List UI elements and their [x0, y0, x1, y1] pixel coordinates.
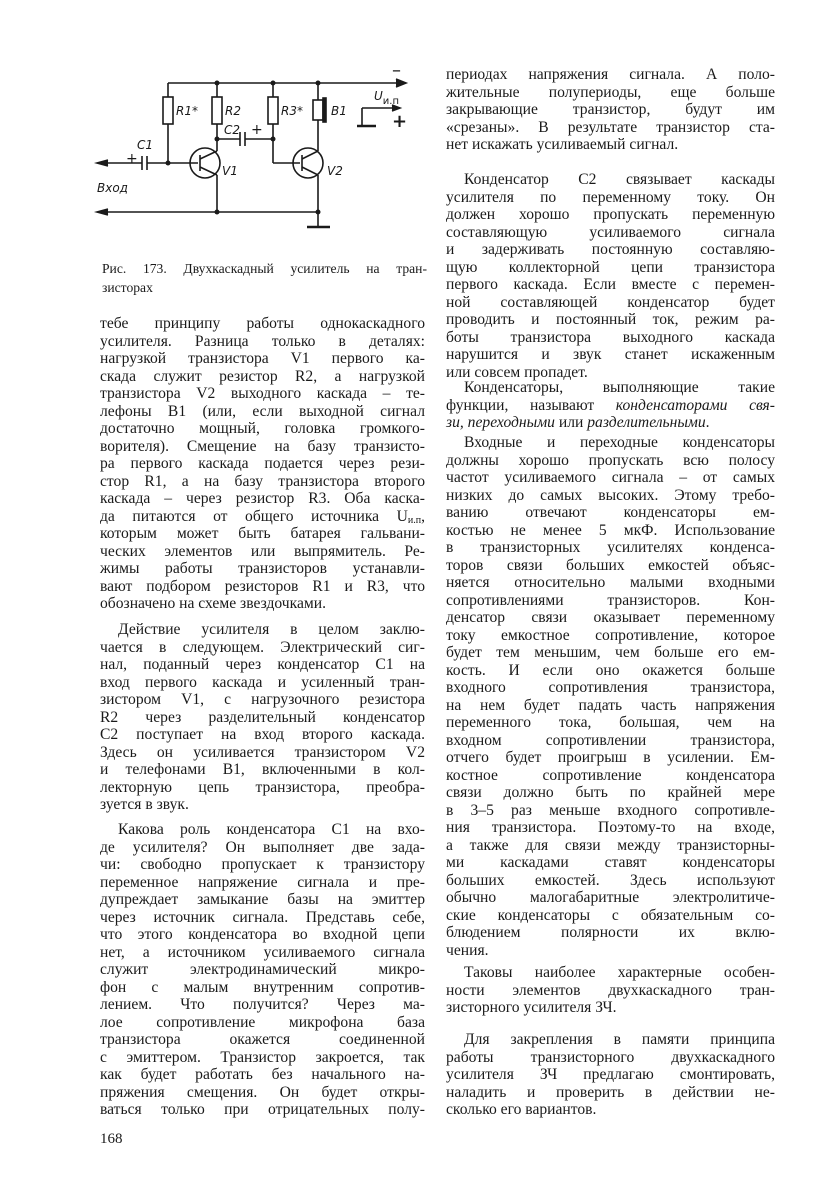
- text-line: боты транзистора выходного каскада: [446, 328, 775, 346]
- text-line: ра первого каскада подается через рези-: [100, 455, 425, 472]
- text-segment: .: [705, 414, 710, 431]
- text-line: току емкостное сопротивление, которое: [446, 626, 775, 644]
- text-line: с эмиттером. Транзистор закроется, так: [100, 1048, 425, 1066]
- text-line: через источник сигнала. Представь себе,: [100, 908, 425, 926]
- text-line: костью не менее 5 мкФ. Использование: [446, 521, 775, 539]
- text-line: ворителя). Смещение на базу транзисто-: [100, 437, 425, 455]
- text-line: достаточно мощный, головка громкого-: [100, 420, 425, 437]
- text-line: транзистора окажется соединенной: [100, 1031, 425, 1048]
- text-line: Входные и переходные конденсаторы: [464, 434, 775, 451]
- label-b1: B1: [331, 104, 347, 118]
- text-line: вают подбором резисторов R1 и R3, что: [100, 577, 425, 595]
- text-line: де усилителя? Он выполняет две зада-: [100, 838, 425, 856]
- text-line: Для закрепления в памяти принципа: [464, 1031, 775, 1048]
- text-segment: или: [554, 414, 588, 431]
- text-line: работы транзисторного двухкаскадного: [446, 1048, 775, 1066]
- text-line: [446, 397, 775, 415]
- text-line: нагрузкой транзистора V1 первого ка-: [100, 350, 425, 367]
- text-line: Действие усилителя в целом заклю-: [118, 621, 425, 638]
- text-line: первого каскада. Если вместе с перемен-: [446, 276, 775, 293]
- label-supply: $U_{и.п}$: [374, 89, 400, 107]
- text-line: няется относительно малыми входными: [446, 574, 775, 591]
- paragraph: [100, 821, 425, 1119]
- text-line: в транзисторных усилителях конденса-: [446, 539, 775, 556]
- text-line: стор R1, а на базу транзистора второго: [100, 472, 425, 490]
- paragraph: [446, 171, 775, 381]
- text-line: входного сопротивления транзистора,: [446, 679, 775, 696]
- text-line: каскада – через резистор R3. Оба каска-: [100, 490, 425, 507]
- text-line: ванию отвечают конденсаторы ем-: [446, 504, 775, 521]
- text-line: частот усиливаемого сигнала – от самых: [446, 469, 775, 486]
- text-line: Какова роль конденсатора C1 на вхо-: [118, 821, 425, 838]
- paragraph: [446, 434, 775, 959]
- text-line: низких до самых высоких. Этому требо-: [446, 486, 775, 504]
- text-line: и задерживать постоянную составляю-: [446, 241, 775, 258]
- caption-line: зисторах: [102, 280, 153, 295]
- text-line: транзистора V2 выходного каскада – те-: [100, 385, 425, 402]
- label-r1: R1*: [176, 104, 198, 118]
- label-r2: R2: [225, 104, 241, 118]
- text-line: ми каскадами ставят конденсаторы: [446, 854, 775, 871]
- text-line: Конденсатор C2 связывает каскады: [464, 171, 775, 188]
- text-line: и телефонами B1, включенными в кол-: [100, 761, 425, 778]
- text-line: связи должно быть по крайней мере: [446, 784, 775, 801]
- label-v2: V2: [327, 164, 343, 178]
- label-c2-plus: +: [251, 122, 263, 138]
- label-supply-minus: –: [392, 60, 401, 81]
- text-segment: ,: [421, 507, 425, 525]
- text-line: [100, 508, 425, 526]
- right-column: [446, 0, 775, 1130]
- text-line: ности элементов двухкаскадного тран-: [446, 981, 775, 999]
- italic-term: зи, переходными: [446, 414, 555, 431]
- text-line: нарушится и звук станет искаженным: [446, 346, 775, 363]
- italic-term: разделительными: [587, 414, 706, 431]
- text-line: что этого конденсатора во входной цепи: [100, 926, 425, 943]
- label-v1: V1: [222, 164, 238, 178]
- text-line: денсатор связи оказывает переменному: [446, 609, 775, 626]
- italic-term: конденсаторами свя-: [615, 396, 775, 414]
- text-line: дупреждает замыкание базы на эмиттер: [100, 891, 425, 908]
- text-line: зуется в звук.: [100, 796, 189, 813]
- text-line: лефоны B1 (или, если выходной сигнал: [100, 402, 425, 420]
- text-line: обозначено на схеме звездочками.: [100, 595, 326, 612]
- text-line: наладить и проверить в действии не-: [446, 1083, 775, 1101]
- text-line: Конденсаторы, выполняющие такие: [464, 379, 775, 396]
- text-line: ческих элементов или выпрямитель. Ре-: [100, 542, 425, 560]
- text-line: служит электродинамический микро-: [100, 961, 425, 978]
- text-line: блюдением полярности их вклю-: [446, 924, 775, 941]
- text-line: должен хорошо пропускать переменную: [446, 206, 775, 223]
- text-line: периодах напряжения сигнала. А поло-: [446, 66, 775, 83]
- text-line: а также для связи между транзисторны-: [446, 836, 775, 854]
- text-line: в 3–5 раз меньше входного сопротивле-: [446, 801, 775, 819]
- text-line: усилителя ЗЧ предлагаю смонтировать,: [446, 1066, 775, 1083]
- text-line: отчего будет проигрыш в усилении. Ем-: [446, 749, 775, 766]
- text-segment: и.п: [407, 514, 422, 526]
- text-line: костное сопротивление конденсатора: [446, 766, 775, 784]
- text-line: вход первого каскада и усиленный тран-: [100, 673, 425, 691]
- label-supply-plus: +: [392, 111, 408, 132]
- paragraph: [100, 621, 425, 814]
- paragraph: [100, 315, 425, 613]
- text-line: кость. И если оно окажется больше: [446, 661, 775, 679]
- text-line: как будет работать без начального на-: [100, 1066, 425, 1083]
- text-line: ваться только при отрицательных полу-: [100, 1101, 425, 1118]
- text-line: должны хорошо пропускать всю полосу: [446, 451, 775, 469]
- text-line: скада служит резистор R2, а нагрузкой: [100, 367, 425, 385]
- text-line: лекторную цепь транзистора, преобра-: [100, 778, 425, 796]
- label-c2: C2: [224, 123, 241, 137]
- text-line: или совсем пропадет.: [446, 363, 588, 381]
- text-line: жительные полупериоды, еще больше: [446, 83, 775, 101]
- label-r3: R3*: [281, 104, 303, 118]
- text-line: больших емкостей. Здесь используют: [446, 871, 775, 889]
- text-line: усилителя. Разница только в деталях:: [100, 332, 425, 350]
- text-line: Здесь он усиливается транзистором V2: [100, 743, 425, 761]
- page-number: 168: [100, 1131, 123, 1147]
- text-line: чения.: [446, 941, 489, 959]
- text-line: щую коллекторной цепи транзистора: [446, 258, 775, 276]
- text-segment: да питаются от общего источника U: [100, 507, 408, 525]
- label-c1-plus: +: [126, 151, 138, 167]
- text-line: закрывающие транзистор, будут им: [446, 101, 775, 118]
- label-c1: C1: [137, 138, 154, 152]
- text-line: торов связи больших емкостей объяс-: [446, 556, 775, 574]
- text-line: чается в следующем. Электрический сиг-: [100, 638, 425, 656]
- text-line: на нем будет падать часть напряжения: [446, 696, 775, 714]
- text-line: R2 через разделительный конденсатор: [100, 708, 425, 726]
- text-line: сопротивлениями транзисторов. Кон-: [446, 591, 775, 609]
- text-line: ские конденсаторы с обязательным со-: [446, 906, 775, 924]
- text-line: пряжения смещения. Он будет откры-: [100, 1083, 425, 1101]
- text-line: зистором V1, с нагрузочного резистора: [100, 691, 425, 708]
- text-line: будет тем меньшим, чем больше его ем-: [446, 644, 775, 661]
- text-line: обычно малогабаритные электролитиче-: [446, 889, 775, 906]
- text-line: проводить и постоянный ток, режим ра-: [446, 311, 775, 328]
- paragraph: [446, 1031, 775, 1119]
- text-line: нал, поданный через конденсатор C1 на: [100, 656, 425, 673]
- text-line: ния транзистора. Поэтому-то на входе,: [446, 819, 775, 836]
- label-input: Вход: [97, 181, 128, 195]
- text-line: усилителя по переменному току. Он: [446, 188, 775, 206]
- text-line: чи: свободно пропускает к транзистору: [100, 856, 425, 873]
- text-line: переменного тока, большая, чем на: [446, 714, 775, 731]
- paragraph: [446, 964, 775, 1017]
- text-line: лое сопротивление микрофона база: [100, 1013, 425, 1031]
- text-line: зисторного усилителя ЗЧ.: [446, 999, 617, 1016]
- text-line: сколько его вариантов.: [446, 1101, 597, 1118]
- paragraph: [446, 379, 775, 432]
- text-line: тебе принципу работы однокаскадного: [100, 315, 425, 332]
- text-line: ной составляющей конденсатор будет: [446, 293, 775, 311]
- text-line: «срезаны». В результате транзистор ста-: [446, 118, 775, 136]
- text-line: фон с малым внутренним сопротив-: [100, 978, 425, 996]
- text-line: составляющую усиливаемого сигнала: [446, 223, 775, 241]
- left-column: [100, 0, 425, 1130]
- text-line: нет искажать усиливаемый сигнал.: [446, 136, 679, 153]
- text-line: [446, 414, 775, 432]
- text-line: лением. Что получится? Через ма-: [100, 996, 425, 1013]
- paragraph: [446, 66, 775, 154]
- text-line: жимы работы транзисторов устанавли-: [100, 560, 425, 577]
- text-line: нет, а источником усиливаемого сигнала: [100, 943, 425, 961]
- text-segment: функции, называют: [446, 396, 616, 414]
- text-line: Таковы наиболее характерные особен-: [464, 964, 775, 981]
- text-line: C2 поступает на вход второго каскада.: [100, 726, 425, 743]
- caption-line: Рис. 173. Двухкаскадный усилитель на тран-: [102, 261, 427, 276]
- text-line: которым может быть батарея гальвани-: [100, 525, 425, 542]
- text-line: входном сопротивлении транзистора,: [446, 731, 775, 749]
- text-line: переменное напряжение сигнала и пре-: [100, 873, 425, 891]
